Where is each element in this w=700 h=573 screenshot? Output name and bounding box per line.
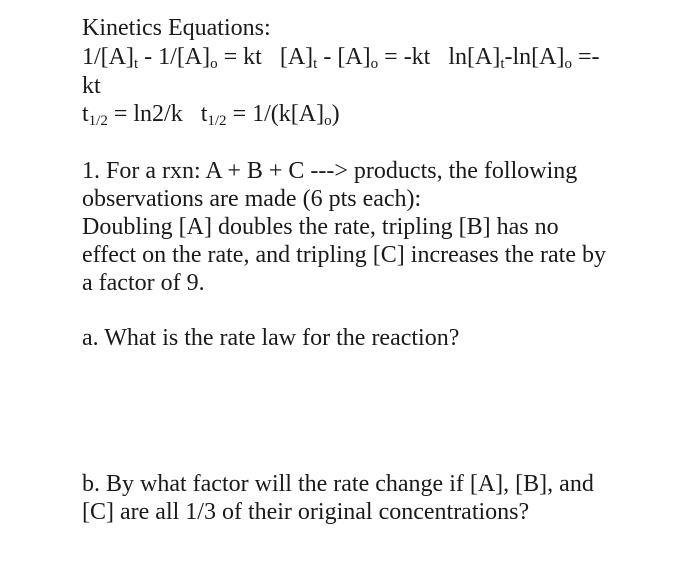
problem-line-1: 1. For a rxn: A + B + C ---> products, the following	[82, 158, 578, 184]
problem-line-2: observations are made (6 pts each):	[82, 186, 422, 212]
first-order-half-life: $t_{1/2} = \ln 2/k$	[82, 101, 183, 129]
integrated-rate-equations	[82, 43, 600, 72]
first-order-equation: $\ln[A]_t-\ln[A]_o$ =-	[448, 44, 600, 72]
zero-order-equation: $[A]_t - [A]_o = -kt$	[279, 44, 431, 72]
equations-title: Kinetics Equations:	[82, 15, 271, 41]
second-order-half-life: $t_{1/2} = 1/(k[A]_o)$	[200, 101, 340, 129]
question-b-line-1: b. By what factor will the rate change if [A], [B], and	[82, 471, 594, 497]
equation-wrap-text: kt	[82, 73, 101, 99]
half-life-equations	[82, 100, 340, 129]
problem-line-4: effect on the rate, and tripling [C] increases the rate by	[82, 242, 607, 268]
second-order-equation: $1/[A]_t - 1/[A]_o$ = kt	[82, 44, 262, 72]
question-a: a. What is the rate law for the reaction?	[82, 325, 460, 351]
question-b-line-2: [C] are all 1/3 of their original concentrations?	[82, 499, 530, 525]
problem-line-3: Doubling [A] doubles the rate, tripling [B] has no	[82, 214, 559, 240]
problem-line-5: a factor of 9.	[82, 270, 205, 296]
